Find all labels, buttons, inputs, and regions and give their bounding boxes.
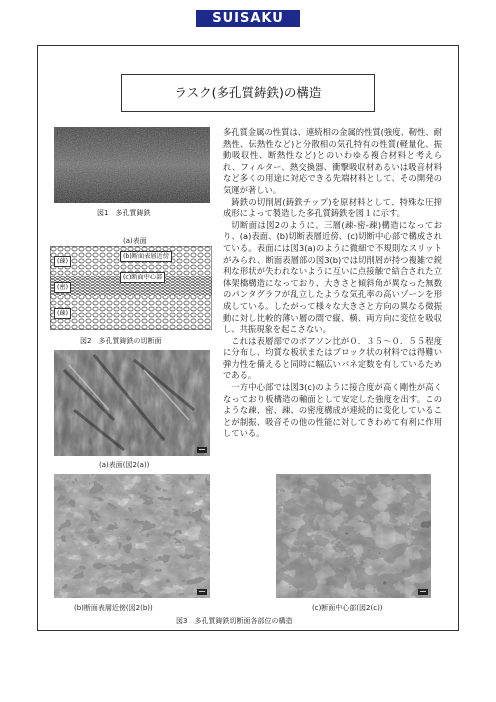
- fig1-photo: [54, 127, 210, 203]
- fig3-caption: 図3 多孔質鋳鉄切断面各部位の構造: [176, 617, 293, 625]
- fig3b-photo: [54, 474, 210, 598]
- fig2-label-so-top: (疎): [54, 256, 71, 267]
- article-body: [223, 127, 442, 440]
- fig3b-scale-bar: ━━: [198, 589, 205, 595]
- fig3c-scale-bar: ━━: [419, 589, 426, 595]
- fig2-cross-section-diagram: [50, 246, 212, 330]
- fig3a-scale-bar: ━━: [198, 447, 205, 453]
- paragraph-fig1: 鋳鉄の切削屑(鋳鉄チップ)を原材料として、特殊な圧搾成形によって製造した多孔質鋳鉄を図１に示す。: [223, 196, 442, 219]
- fig3a-photo: [54, 350, 210, 456]
- suisaku-logo: SUISAKU: [196, 10, 300, 27]
- page-title: ラスク(多孔質鋳鉄)の構造: [121, 74, 375, 112]
- fig2-label-b: (b)断面表層近傍: [120, 251, 172, 262]
- fig1-caption: 図1 多孔質鋳鉄: [97, 209, 151, 217]
- fig3c-photo: [276, 474, 431, 598]
- fig2-top-label: (a)表面: [123, 237, 147, 245]
- fig2-label-c: (c)断面中心部: [120, 272, 165, 283]
- paragraph-center: 一方中心部では図3(c)のように接合度が高く剛性が高くなっており板構造の軸面として安定した強度を出す。このような疎、密、疎、の密度構成が連続的に変化していることが制振、吸音その他の性能に対してきわめて有利に作用している。: [223, 382, 442, 439]
- paragraph-cross-section: 切断面は図2のように、三層(疎-密-疎)構造になっており、(a)表面、(b)切断表層近傍、(c)切断中心部で構成されている。表面には図3(a)のように微細で不規則なスリットがみられ、断面表層部の図3(b)では切削屑が持つ複雑で鋭利な形状が失われないように互いに点接触で結合された立体架橋構造になっており、大きさと傾斜角が異なった無数のパンタグラフが乱立したような気孔率の高いゾーンを形成している。したがって様々な大きさと方向の異なる微振動に対し比較的薄い層の間で縦、横、両方向に変位を吸収し、共振現象を起こさない。: [223, 219, 442, 335]
- paragraph-poisson: これは表層部でのポアソン比が０．３５～０．５５程度に分布し、均質な板状またはブロック状の材料では得難い弾力性を備えると同時に幅広いバネ定数を有しているためである。: [223, 335, 442, 381]
- fig2-label-mitsu: (密): [54, 282, 71, 293]
- paragraph-intro: 多孔質金属の性質は、連続相の金属的性質(強度、靭性、耐熱性、伝熱性など)と分散相の気孔特有の性質(軽量化、振動吸収性、断熱性など)とのいわゆる複合材料と考えられ、フィルター、熱交換器、衝撃吸収材あるいは吸音材料など多くの用途に対応できる先端材料として、その開発の気運が著しい。: [223, 127, 442, 195]
- fig2-label-so-bottom: (疎): [54, 308, 71, 319]
- fig3a-caption: (a)表面(図2(a)): [99, 461, 150, 469]
- fig3c-caption: (c)断面中心部(図2(c)): [312, 604, 383, 612]
- fig3b-caption: (b)断面表層近傍(図2(b)): [74, 604, 153, 612]
- fig2-caption: 図2 多孔質鋳鉄の切断面: [80, 337, 162, 345]
